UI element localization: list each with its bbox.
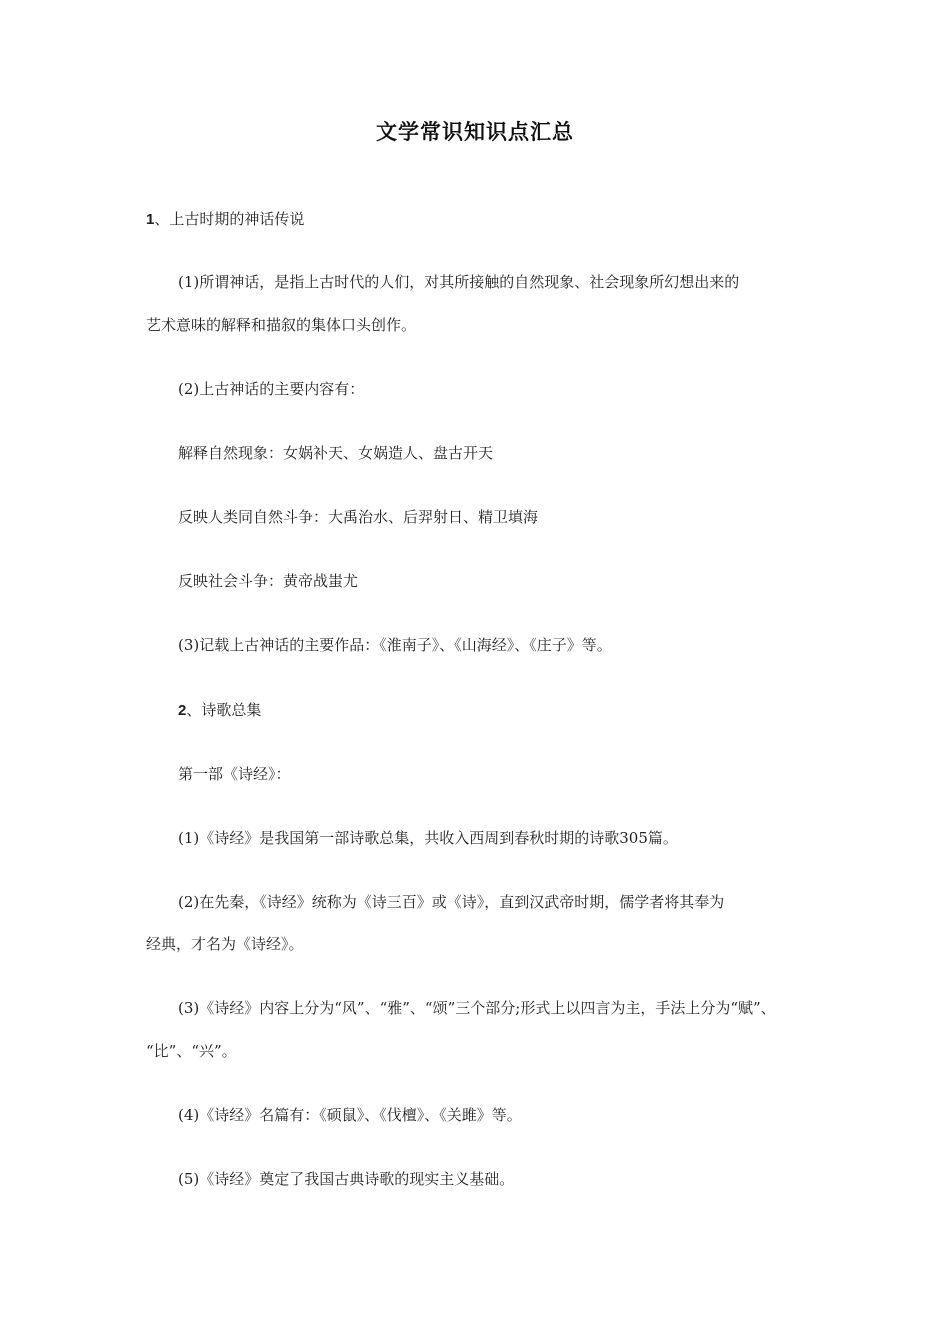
paragraph-continuation: 经典，才名为《诗经》。: [146, 935, 304, 953]
paragraph: (4)《诗经》名篇有：《硕鼠》、《伐檀》、《关雎》等。: [178, 1106, 522, 1124]
paragraph: (3)记载上古神话的主要作品：《淮南子》、《山海经》、《庄子》等。: [178, 636, 612, 654]
paragraph: 反映人类同自然斗争：大禹治水、后羿射日、精卫填海: [178, 508, 539, 526]
paragraph: 反映社会斗争：黄帝战蚩尤: [178, 572, 359, 590]
paragraph: (1)所谓神话，是指上古时代的人们，对其所接触的自然现象、社会现象所幻想出来的: [178, 273, 740, 291]
paragraph: (2)在先秦，《诗经》统称为《诗三百》或《诗》，直到汉武帝时期，儒学者将其奉为: [178, 893, 725, 911]
section-heading-text: 、诗歌总集: [186, 701, 262, 719]
section-number: 2: [178, 702, 187, 719]
paragraph: (1)《诗经》是我国第一部诗歌总集，共收入西周到春秋时期的诗歌305篇。: [178, 829, 678, 847]
section-heading-text: 、上古时期的神话传说: [154, 210, 305, 228]
paragraph: (2)上古神话的主要内容有：: [178, 380, 365, 398]
paragraph: (5)《诗经》奠定了我国古典诗歌的现实主义基础。: [178, 1170, 515, 1188]
document-title: 文学常识知识点汇总: [376, 120, 574, 144]
paragraph-continuation: 艺术意味的解释和描叙的集体口头创作。: [146, 316, 417, 334]
section-heading-1: [146, 209, 304, 230]
paragraph: 第一部《诗经》：: [178, 765, 291, 783]
paragraph: 解释自然现象：女娲补天、女娲造人、盘古开天: [178, 444, 494, 462]
section-heading-2: [178, 700, 261, 721]
paragraph: (3)《诗经》内容上分为“风”、“雅”、“颂”三个部分;形式上以四言为主，手法上分为“赋”、: [178, 999, 776, 1017]
section-number: 1: [146, 211, 155, 228]
paragraph-continuation: “比”、“兴”。: [146, 1042, 237, 1060]
